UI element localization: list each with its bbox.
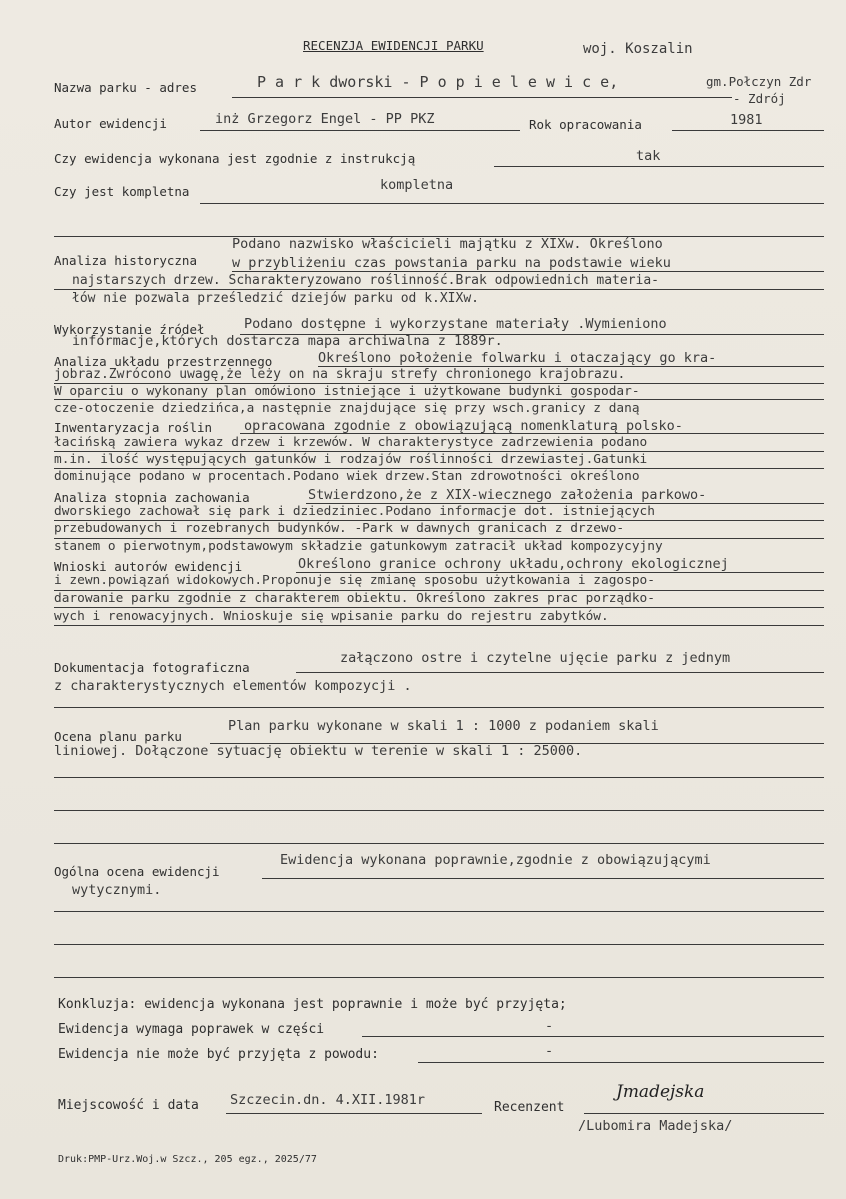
spatial-label: Analiza układu przestrzennego xyxy=(54,354,273,369)
conclusion-line: Konkluzja: ewidencja wykonana jest poprawnie i może być przyjęta; xyxy=(58,997,567,1012)
park-name-value: P a r k dworski - P o p i e l e w i c e, xyxy=(257,73,619,91)
instruction-label: Czy ewidencja wykonana jest zgodnie z instrukcją xyxy=(54,151,416,166)
plan-rule-1 xyxy=(210,743,824,744)
reviewer-rule xyxy=(584,1113,824,1114)
complete-label: Czy jest kompletna xyxy=(54,184,190,199)
partial-corrections-label: Ewidencja wymaga poprawek w części xyxy=(58,1022,325,1037)
partial-rule xyxy=(362,1036,824,1037)
overall-rule-3 xyxy=(54,944,824,945)
sources-line-1: Podano dostępne i wykorzystane materiały .Wymieniono xyxy=(244,316,667,332)
preservation-line-1: Stwierdzono,że z XIX-wiecznego założenia parkowo- xyxy=(308,487,707,503)
historical-line-3: najstarszych drzew. Scharakteryzowano roślinność.Brak odpowiednich materia- xyxy=(72,273,659,288)
preservation-label: Analiza stopnia zachowania xyxy=(54,490,250,505)
rejected-value: - xyxy=(545,1043,554,1059)
instruction-line xyxy=(494,166,824,167)
overall-rule-1 xyxy=(262,878,824,879)
place-date-value: Szczecin.dn. 4.XII.1981r xyxy=(230,1092,426,1108)
reviewer-name: /Lubomira Madejska/ xyxy=(578,1118,733,1134)
conclusions-line-1: Określono granice ochrony układu,ochrony ekologicznej xyxy=(298,556,729,572)
preservation-line-4: stanem o pierwotnym,podstawowym składzie gatunkowym zatracił układ kompozycyjny xyxy=(54,539,663,554)
conclusions-rule-2 xyxy=(54,590,824,591)
historical-line-1: Podano nazwisko właścicieli majątku z XIXw. Określono xyxy=(232,236,663,252)
photo-label: Dokumentacja fotograficzna xyxy=(54,660,250,675)
park-name-label: Nazwa parku - adres xyxy=(54,80,197,95)
plan-line-2: liniowej. Dołączone sytuację obiektu w terenie w skali 1 : 25000. xyxy=(54,743,583,759)
photo-rule-1 xyxy=(296,672,824,673)
year-label: Rok opracowania xyxy=(529,117,642,132)
preservation-line-3: przebudowanych i rozebranych budynków. -Park w dawnych granicach z drzewo- xyxy=(54,521,625,536)
photo-rule-2 xyxy=(54,707,824,708)
photo-line-2: z charakterystycznych elementów kompozycji . xyxy=(54,678,412,694)
rejected-label: Ewidencja nie może być przyjęta z powodu: xyxy=(58,1047,379,1062)
year-line xyxy=(672,130,824,131)
preservation-line-2: dworskiego zachował się park i dziedziniec.Podano informacje dot. istniejących xyxy=(54,504,655,519)
conclusions-line-2: i zewn.powiązań widokowych.Proponuje się zmianę sposobu użytkowania i zagospo- xyxy=(54,573,655,588)
spatial-rule-2 xyxy=(54,383,824,384)
complete-line xyxy=(200,203,824,204)
spatial-line-1: Określono położenie folwarku i otaczający go kra- xyxy=(318,350,717,366)
author-value: inż Grzegorz Engel - PP PKZ xyxy=(215,111,435,127)
conclusions-rule-4 xyxy=(54,625,824,626)
plan-rule-4 xyxy=(54,843,824,844)
spatial-line-3: W oparciu o wykonany plan omówiono istniejące i użytkowane budynki gospodar- xyxy=(54,384,640,399)
preservation-rule-2 xyxy=(54,520,824,521)
reviewer-signature: Jmadejska xyxy=(616,1082,705,1102)
inventory-rule-2 xyxy=(54,451,824,452)
photo-line-1: załączono ostre i czytelne ujęcie parku z jednym xyxy=(340,650,731,666)
historical-rule-1 xyxy=(232,271,824,272)
overall-line-1: Ewidencja wykonana poprawnie,zgodnie z obowiązującymi xyxy=(280,852,711,868)
spatial-line-4: cze-otoczenie dziedzińca,a następnie znajdujące się przy wsch.granicy z daną xyxy=(54,401,640,416)
reviewer-label: Recenzent xyxy=(494,1100,565,1115)
print-info: Druk:PMP-Urz.Woj.w Szcz., 205 egz., 2025/77 xyxy=(58,1154,317,1165)
instruction-value: tak xyxy=(636,148,661,164)
overall-line-2: wytycznymi. xyxy=(72,882,162,898)
plan-rule-3 xyxy=(54,810,824,811)
sources-label: Wykorzystanie źródeł xyxy=(54,322,205,337)
rejected-rule xyxy=(418,1062,824,1063)
year-value: 1981 xyxy=(730,112,763,128)
partial-corrections-value: - xyxy=(545,1018,554,1034)
park-name-line xyxy=(232,97,732,98)
inventory-rule-3 xyxy=(54,468,824,469)
overall-label: Ogólna ocena ewidencji xyxy=(54,864,220,879)
inventory-line-4: dominujące podano w procentach.Podano wiek drzew.Stan zdrowotności określono xyxy=(54,469,640,484)
overall-rule-2 xyxy=(54,911,824,912)
spatial-line-2: jobraz.Zwrócono uwagę,że leży on na skraju strefy chronionego krajobrazu. xyxy=(54,367,626,382)
park-gmina-value-2: - Zdrój xyxy=(733,91,786,106)
plan-line-1: Plan parku wykonane w skali 1 : 1000 z podaniem skali xyxy=(228,718,659,734)
historical-label: Analiza historyczna xyxy=(54,253,197,268)
plan-rule-2 xyxy=(54,777,824,778)
sources-rule xyxy=(240,334,824,335)
voivodeship-label: woj. Koszalin xyxy=(583,41,693,57)
historical-rule-2 xyxy=(54,289,824,290)
preservation-rule-1 xyxy=(306,503,824,504)
place-date-label: Miejscowość i data xyxy=(58,1098,199,1113)
preservation-rule-3 xyxy=(54,538,824,539)
sources-line-2: informacje,których dostarcza mapa archiwalna z 1889r. xyxy=(72,333,503,349)
author-line xyxy=(200,130,520,131)
inventory-line-3: m.in. ilość występujących gatunków i rodzajów roślinności drzewiastej.Gatunki xyxy=(54,452,648,467)
spatial-rule-1 xyxy=(318,366,824,367)
document-title: RECENZJA EWIDENCJI PARKU xyxy=(303,38,484,53)
inventory-rule-1 xyxy=(240,433,824,434)
park-gmina-value: gm.Połczyn Zdr xyxy=(706,74,812,89)
conclusions-line-4: wych i renowacyjnych. Wnioskuje się wpisanie parku do rejestru zabytków. xyxy=(54,609,609,624)
conclusions-rule-1 xyxy=(296,572,824,573)
author-label: Autor ewidencji xyxy=(54,116,167,131)
inventory-line-1: opracowana zgodnie z obowiązującą nomenklaturą polsko- xyxy=(244,418,683,434)
inventory-label: Inwentaryzacja roślin xyxy=(54,420,213,435)
place-date-rule xyxy=(226,1113,482,1114)
conclusions-rule-3 xyxy=(54,607,824,608)
plan-label: Ocena planu parku xyxy=(54,729,182,744)
spatial-rule-3 xyxy=(54,399,824,400)
complete-value: kompletna xyxy=(380,177,454,193)
conclusions-label: Wnioski autorów ewidencji xyxy=(54,559,243,574)
overall-rule-4 xyxy=(54,977,824,978)
historical-line-2: w przybliżeniu czas powstania parku na podstawie wieku xyxy=(232,255,671,271)
historical-line-4: łów nie pozwala prześledzić dziejów parku od k.XIXw. xyxy=(72,291,479,306)
conclusions-line-3: darowanie parku zgodnie z charakterem obiektu. Określono zakres prac porządko- xyxy=(54,591,655,606)
inventory-line-2: łacińską zawiera wykaz drzew i krzewów. W charakterystyce zadrzewienia podano xyxy=(54,435,648,450)
